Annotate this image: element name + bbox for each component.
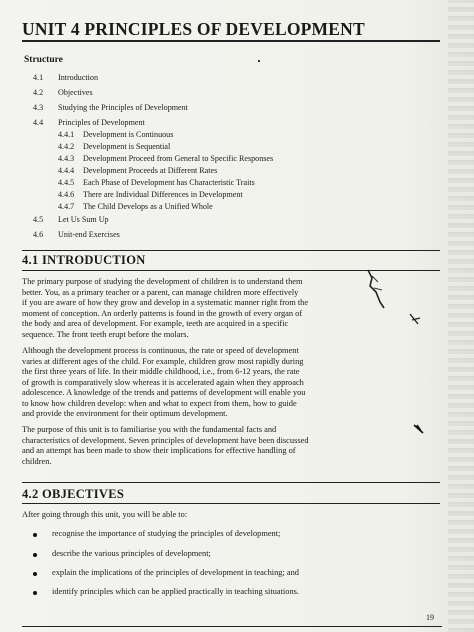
toc-num: 4.4.4	[58, 166, 75, 175]
text-line: of growth is comparatively slow whereas it is accelerated again when they approach	[22, 377, 304, 387]
intro-paragraph-2	[22, 346, 438, 420]
bullet-icon	[33, 572, 37, 576]
scan-artifact-mark	[412, 423, 426, 435]
scan-artifact-mark	[408, 312, 422, 328]
list-item: describe the various principles of development;	[52, 549, 211, 558]
toc-label: Each Phase of Development has Characteristic Traits	[83, 178, 255, 187]
toc-label: Development Proceed from General to Specific Responses	[83, 154, 274, 163]
toc-num: 4.4.7	[58, 202, 75, 211]
text-line: to know how children develop: when and what to expect from them, how to guide	[22, 398, 297, 408]
toc-label: Development is Sequential	[83, 142, 171, 151]
text-line: children.	[22, 456, 52, 466]
unit-title: UNIT 4 PRINCIPLES OF DEVELOPMENT	[22, 19, 365, 39]
bullet-icon	[33, 553, 37, 557]
scan-artifact-mark	[362, 268, 390, 310]
toc-label: Introduction	[58, 73, 99, 82]
text-line: characteristics of development. Seven principles of development have been discussed	[22, 435, 309, 445]
objectives-lead: After going through this unit, you will be able to:	[22, 510, 188, 519]
text-line: and an attempt has been made to show their implications for effective handling of	[22, 446, 296, 455]
text-line: the first three years of life. In their middle childhood, i.e., from 6-12 years, the rate	[22, 367, 300, 376]
toc-num: 4.4.3	[58, 154, 75, 163]
toc-label: There are Individual Differences in Development	[83, 190, 243, 199]
text-line: and provide the environment for their optimum development.	[22, 409, 228, 418]
page-number: 19	[426, 613, 434, 622]
toc-num: 4.4.5	[58, 178, 75, 187]
section-rule-bottom	[22, 503, 440, 504]
toc-num: 4.4.2	[58, 142, 75, 151]
bullet-icon	[33, 591, 37, 595]
text-line: varies at different ages of the child. For example, children grow most rapidly during	[22, 356, 304, 366]
bullet-icon	[33, 533, 37, 537]
toc-label: Development Proceeds at Different Rates	[83, 166, 218, 175]
toc-label: Principles of Development	[58, 118, 145, 127]
section-rule-top	[22, 250, 440, 251]
introduction-heading: 4.1 INTRODUCTION	[22, 253, 146, 267]
page-edge-shadow	[448, 0, 474, 632]
toc-num: 4.4.6	[58, 190, 75, 199]
toc-num: 4.4.1	[58, 130, 75, 139]
toc-num: 4.6	[33, 230, 44, 239]
text-line: sequence. The front teeth erupt before the molars.	[22, 329, 189, 339]
text-line: better. You, as a primary teacher or a parent, can manage children more effectively	[22, 287, 299, 297]
text-line: moment of conception. An orderly patterns is found in the growth of every organ of	[22, 308, 303, 318]
structure-label: Structure	[24, 55, 63, 65]
title-rule	[22, 40, 440, 42]
list-item: recognise the importance of studying the principles of development;	[52, 529, 281, 538]
toc-label: Unit-end Exercises	[58, 230, 120, 239]
toc-label: Studying the Principles of Development	[58, 103, 188, 112]
text-line: The primary purpose of studying the development of children is to understand them	[22, 277, 303, 286]
toc-num: 4.3	[33, 103, 44, 112]
toc-label: Development is Continuous	[83, 130, 174, 139]
text-line: if you are aware of how they grow and develop in a systematic manner right from the	[22, 298, 309, 307]
text-line: The purpose of this unit is to familiarise you with the fundamental facts and	[22, 425, 277, 434]
toc-label: The Child Develops as a Unified Whole	[83, 202, 213, 211]
list-item: explain the implications of the principles of development in teaching; and	[52, 568, 299, 577]
intro-paragraph-3	[22, 425, 438, 467]
speck-mark	[258, 60, 260, 62]
toc-label: Let Us Sum Up	[58, 215, 109, 224]
toc-num: 4.5	[33, 215, 44, 224]
text-line: adolescence. A knowledge of the trends and patterns of development will enable you	[22, 388, 306, 397]
footer-rule	[22, 626, 442, 627]
toc-num: 4.4	[33, 118, 44, 127]
text-line: the body and area of development. For example, teeth are acquired in a specific	[22, 319, 289, 328]
toc-num: 4.2	[33, 88, 44, 97]
section-rule-top	[22, 482, 440, 483]
toc-label: Objectives	[58, 88, 93, 97]
objectives-heading: 4.2 OBJECTIVES	[22, 487, 125, 501]
list-item: identify principles which can be applied practically in teaching situations.	[52, 587, 299, 596]
text-line: Although the development process is continuous, the rate or speed of development	[22, 346, 299, 355]
toc-num: 4.1	[33, 73, 44, 82]
